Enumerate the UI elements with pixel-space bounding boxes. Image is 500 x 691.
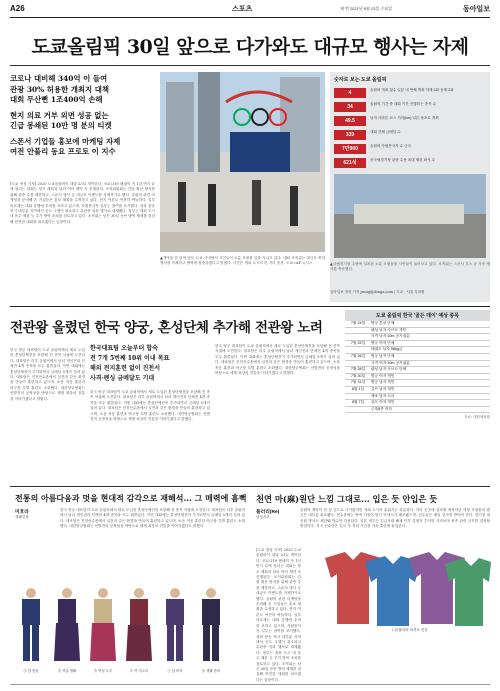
stat-badge: 339 — [334, 130, 366, 140]
hanbok-figure: ④ 여 저고리 — [122, 585, 156, 665]
shirts-photo — [305, 548, 491, 628]
brand-credit-right — [256, 508, 296, 520]
newspaper-logo: 동아일보 — [462, 6, 490, 13]
news-photo — [160, 72, 325, 252]
deck-line: 사격·펜싱 금메달도 기대 — [90, 375, 155, 382]
stat-text: 올림픽 개최 횟수 일본 네 번째 개최 하계 2회·동계 2회 — [370, 88, 454, 92]
page-bottom-rule — [10, 684, 490, 685]
deck-line: 해외 전지훈련 없이 진천서 — [90, 365, 161, 372]
hanbok-figure: ② 여름 생활 — [50, 585, 84, 665]
sidebar-photo — [334, 174, 486, 258]
deck-line: 코로나 대비해 340억 이 들여 — [10, 74, 108, 83]
story2-body-col1: 한국 양궁 대표팀이 도쿄 올림픽에서 새로 도입된 혼성단체전을 포함해 전 종목 석권에 도전한다. 대표팀은 리우 올림픽에서 남녀 개인전과 단체전 4개 종목을 모두 휩쓸었다. 이번 대회에는 혼성단체전이 추가되면서 금메달 5개가 걸려 있다. 대표팀은 진천선수촌에서 실전과 같은 환경을 만들어 훈련하고 있으며, 소음 적응 훈련과 야구장 특별 훈련도 소화했다. 대한양궁협회는 선발전의 공정성을 바탕으로 세계 최강의 전통을 이어가겠다고 밝혔다. — [10, 348, 85, 401]
deck-line: 전 7개 5번째 10위 이내 목표 — [90, 355, 170, 362]
table-row: 사격 남자 10m 공기권총 — [345, 334, 490, 341]
brand-name: 미호라 — [15, 510, 29, 515]
hanbok-figure: ③ 여성 두루 — [86, 585, 120, 665]
stat-badge: 7만900 — [334, 144, 366, 154]
page-number: A26 — [10, 4, 25, 13]
hanbok-body: 한국 양궁 대표팀이 도쿄 올림픽에서 새로 도입된 혼성단체전을 포함해 전 종목 석권에 도전한다. 대표팀은 리우 올림픽에서 남녀 개인전과 단체전 4개 종목을 모두 휩쓸었다. 이번 대회에는 혼성단체전이 추가되면서 금메달 5개가 걸려 있다. 대표팀은 진천선수촌에서 실전과 같은 환경을 만들어 훈련하고 있으며, 소음 적응 훈련과 야구장 특별 훈련도 소화했다. 대한양궁협회는 선발전의 공정성을 바탕으로 세계 최강의 전통을 이어가겠다고 밝혔다. — [60, 508, 245, 529]
stat-badge: 34 — [334, 102, 366, 112]
deck-line: 여전 안풀리 동요 프로토 이 지수 — [10, 147, 116, 156]
shirt-headline: 천연 마(麻)원단 느낌 그대로... 입은 듯 안입은 듯 — [256, 494, 438, 504]
table-source: 자료: 대한체육회 — [464, 415, 490, 420]
story1-deck — [10, 74, 155, 158]
shirts-image — [305, 548, 491, 628]
stat-badge: 4 — [334, 88, 366, 98]
sidebar-row — [334, 156, 486, 170]
story2-body-col2: 한국 양궁 대표팀이 도쿄 올림픽에서 새로 도입된 혼성단체전을 포함해 전 종목 석권에 도전한다. 대표팀은 리우 올림픽에서 남녀 개인전과 단체전 4개 종목을 모두 휩쓸었다. 이번 대회에는 혼성단체전이 추가되면서 금메달 5개가 걸려 있다. 대표팀은 진천선수촌에서 실전과 같은 환경을 만들어 훈련하고 있으며, 소음 적응 훈련과 야구장 특별 훈련도 소화했다. 대한양궁협회는 선발전의 공정성을 바탕으로 세계 최강의 전통을 이어가겠다고 밝혔다. — [90, 390, 210, 422]
table-row: 펜싱 남자 사브르 개인 — [345, 328, 490, 335]
stadium-image — [334, 174, 486, 258]
table-row: 8월 1일 골프 남자 개인 — [345, 387, 490, 394]
stat-text: 남자 마라톤 코스 거리(km) 일본 삿포로 개최 — [370, 116, 439, 120]
hanbok-figures — [14, 585, 226, 673]
hanbok-figure: ① 한 맞춤 — [14, 585, 48, 665]
golden-day-table — [345, 310, 490, 420]
divider — [10, 65, 490, 66]
sidebar-title: 숫자로 보는 도쿄 올림픽 — [334, 77, 387, 83]
section-title: 스포츠 — [232, 6, 253, 13]
deck-line: 한국대표팀 오늘부터 합숙 — [90, 345, 158, 352]
table-row: 7월 25일 양궁 여자 단체 — [345, 341, 490, 348]
story1-body-cont — [160, 296, 325, 302]
sidebar-caption: ▲국립경기장 주변에 설치된 오륜 조형물을 시민들이 둘러보고 있다. 조직위는 스폰서 부스 등 각종 행사를 축소했다. — [330, 262, 490, 272]
table-row: 태권도 남자 58kg급 — [345, 347, 490, 354]
stat-text: 대회 전체 금메달 수 — [370, 130, 401, 134]
table-title: 도쿄 올림픽 한국 '골든 데이' 예상 종목 — [345, 310, 490, 321]
stat-text: 올림픽 자원봉사자 수 규모 — [370, 144, 412, 148]
deck-line: 긴급 봉쇄된 10만 명 분의 티켓 — [10, 121, 112, 130]
shirt-body-col: [도쿄 정성 기자] 2020 도쿄올림픽이 내달 23일 개막한다. 코로나19 팬데믹 속 1년 연기 끝에 열리는 대회는 당초 계획과 달리 여러 제약 속 진행된다. 조직위원회는 감염 확산 방지를 위해 관중 수를 제한하고, 스폰서 행사 등 대규모 이벤트를 자제하기로 했다. 올림픽 관련 마케팅을 준비해 온 기업들은 홍보 계획을 수정하고 있다. 현지 여론도 여전히 싸늘하다. 일부 의료계는 대회 강행에 우려를 표하고 있으며, 자원봉사자 일부는 참여를 포기했다. 성화 봉송 역시 대부분 지역에서 공도 주행이 취소되고 무관중 점화 행사로 대체됐다. 정부는 개최 도시 내 음주 제한 등 추가 방역 조치를 검토하고 있다. 조직위는 남은 30일 동안 방역 체계를 점검해 안전한 대회를 치르겠다는 입장이다. — [256, 548, 301, 682]
deck-line: 대회 무산뻔 1조400억 손해 — [10, 95, 103, 104]
divider — [10, 306, 490, 307]
table-row: 체조 남자 도마 — [345, 394, 490, 401]
table-row: 근대5종 여자 — [345, 407, 490, 414]
stat-text: 올림픽 기간 중 대회 기간 진행되는 종목 수 — [370, 102, 437, 106]
story1-body: [도쿄 정성 기자] 2020 도쿄올림픽이 내달 23일 개막한다. 코로나19 팬데믹 속 1년 연기 끝에 열리는 대회는 당초 계획과 달리 여러 제약 속 진행된다. 조직위원회는 감염 확산 방지를 위해 관중 수를 제한하고, 스폰서 행사 등 대규모 이벤트를 자제하기로 했다. 올림픽 관련 마케팅을 준비해 온 기업들은 홍보 계획을 수정하고 있다. 현지 여론도 여전히 싸늘하다. 일부 의료계는 대회 강행에 우려를 표하고 있으며, 자원봉사자 일부는 참여를 포기했다. 성화 봉송 역시 대부분 지역에서 공도 주행이 취소되고 무관중 점화 행사로 대체됐다. 정부는 개최 도시 내 음주 제한 등 추가 방역 조치를 검토하고 있다. 조직위는 남은 30일 동안 방역 체계를 점검해 안전한 대회를 치르겠다는 입장이다. — [10, 182, 155, 224]
table-row: 7월 24일 양궁 혼성 단체 — [345, 321, 490, 328]
story2-body-col3: 한국 양궁 대표팀이 도쿄 올림픽에서 새로 도입된 혼성단체전을 포함해 전 종목 석권에 도전한다. 대표팀은 리우 올림픽에서 남녀 개인전과 단체전 4개 종목을 모두 휩쓸었다. 이번 대회에는 혼성단체전이 추가되면서 금메달 5개가 걸려 있다. 대표팀은 진천선수촌에서 실전과 같은 환경을 만들어 훈련하고 있으며, 소음 적응 훈련과 야구장 특별 훈련도 소화했다. 대한양궁협회는 선발전의 공정성을 바탕으로 세계 최강의 전통을 이어가겠다고 밝혔다. — [215, 344, 340, 376]
sidebar-row — [334, 86, 486, 100]
table-row: 8월 7일 골프 여자 개인 — [345, 400, 490, 407]
archery-headline: 전관왕 올렸던 한국 양궁, 혼성단체 추가해 전관왕 노려 — [10, 320, 323, 336]
deck-line: 스폰서 기업들 홍보에 마케팅 자제 — [10, 136, 121, 146]
sidebar-row — [334, 128, 486, 142]
brand-credit-left — [15, 508, 55, 520]
byline: 동아일보 정성 기자 jsung@donga.com / 도쿄 · 서울 특파원 — [330, 290, 425, 294]
table-row: 사격 여자 10m 공기권총 — [345, 361, 490, 368]
sidebar-row — [334, 142, 486, 156]
sidebar-row — [334, 114, 486, 128]
stat-text: 신국립경기장 관중 수용 최대 제한 좌석 수 — [370, 158, 436, 162]
photo-caption: ▲개막을 한 달여 앞둔 도쿄 시내에서 시민들이 오륜 조형물 앞을 지나고 있다. 대회 조직위는 대규모 축하 행사를 자제하고 방역에 집중하겠다고 밝혔다. 사진은 개최 도시의 한 거리 풍경. 도쿄=AP 뉴시스 — [160, 256, 325, 266]
hanbok-figure: ⑤ 남 바지 — [158, 585, 192, 665]
issue-date: 제 번 2021년 6월 23일 수요일 — [340, 6, 393, 11]
main-headline: 도쿄올림픽 30일 앞으로 다가와도 대규모 행사는 자제 — [31, 36, 469, 58]
page-header — [10, 3, 490, 18]
stat-badge: 621석 — [334, 158, 366, 168]
hanbok-figure: ⑥ 생활 한복 — [194, 585, 228, 665]
table-row: 7월 26일 양궁 남자 단체 — [345, 354, 490, 361]
hanbok-headline: 전통의 아름다움과 멋을 현대적 감각으로 재해석... 그 매력에 흠뻑 — [15, 493, 247, 503]
brand-name: 풀러리(Re) — [256, 510, 280, 515]
story2-deck — [90, 344, 210, 384]
deck-line: 현지 의료 거부 외면 성공 없는 — [10, 110, 109, 120]
sidebar-row — [334, 100, 486, 114]
divider — [10, 486, 490, 487]
brand-sub: 생활한복 — [15, 515, 29, 519]
shirt-caption: (주)풀리라 마셔츠 신상 — [392, 628, 428, 632]
table-row: 7월 31일 양궁 남자 개인 — [345, 380, 490, 387]
deck-line: 관광 30% 허용한 개최지 대책 — [10, 84, 109, 94]
shirt-body: 올림픽 개막이 한 달 앞으로 다가왔지만 개최 도시의 분위기는 차분하다. 거리 곳곳에 설치될 예정이던 대형 조형물과 팬 존은 대부분 취소됐다. 선수촌에는 방역 지침이 담긴 안내서가 배포됐으며, 선수들은 매일 검사를 받아야 한다. 경기장 내 응원 방식도 제한돼 박수만 허용된다. 일본 정부는 긴급사태 해제 이후 감염자 추이를 지켜보며 최종 관중 규모를 결정할 방침이다. 각국 선수단은 입국 후 격리 기간을 거쳐 훈련에 돌입한다. — [300, 508, 490, 529]
stat-badge: 49.5 — [334, 116, 366, 126]
street-scene-image — [160, 72, 325, 252]
table-row: 7월 28일 펜싱 남자 사브르 단체 — [345, 367, 490, 374]
brand-sub: 남성셔츠 — [256, 515, 270, 519]
table-row: 7월 30일 양궁 여자 개인 — [345, 374, 490, 381]
